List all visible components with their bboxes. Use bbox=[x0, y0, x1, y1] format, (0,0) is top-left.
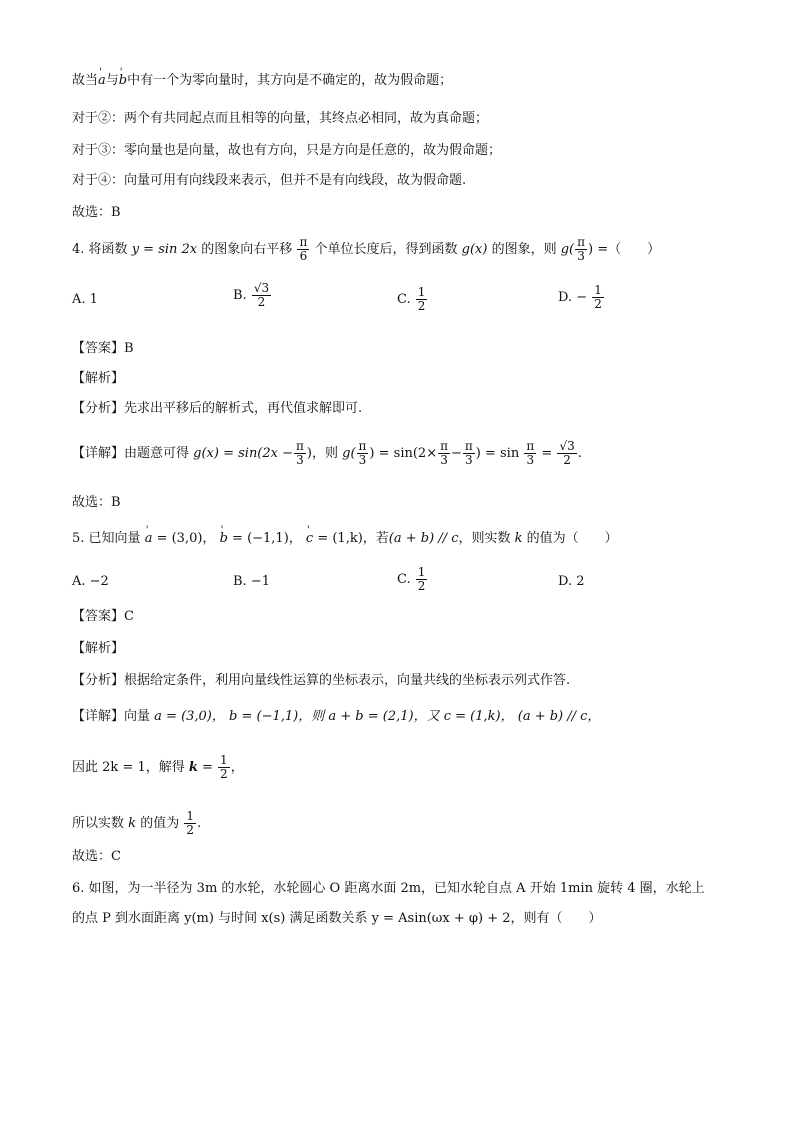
text-seg: 个单位长度后，得到函数 bbox=[314, 242, 458, 257]
num: √3 bbox=[253, 281, 270, 295]
sign: − bbox=[576, 290, 588, 305]
text-seg: 的值为 bbox=[140, 816, 180, 831]
q4-stem bbox=[72, 236, 660, 263]
den: 3 bbox=[465, 453, 473, 467]
q5-choose: 故选：C bbox=[72, 849, 121, 864]
text-seg: = (1,k)，若 bbox=[313, 531, 389, 546]
q5-option-c bbox=[397, 566, 428, 593]
q5-fenxi: 【分析】根据给定条件，利用向量线性运算的坐标表示，向量共线的坐标表示列式作答. bbox=[72, 673, 571, 688]
text-line-4: 对于④：向量可用有向线段来表示，但并不是有向线段，故为假命题. bbox=[72, 173, 467, 188]
fraction bbox=[557, 440, 576, 467]
den: 2 bbox=[220, 767, 228, 781]
q5-option-d: D. 2 bbox=[558, 574, 585, 589]
math: a + b = (2,1)，又 bbox=[328, 709, 440, 724]
text-seg: = (3,0)， bbox=[152, 531, 216, 546]
math: c = (1,k)， bbox=[443, 709, 514, 724]
q5-solve bbox=[72, 754, 244, 781]
math: ) = sin(2× bbox=[369, 446, 438, 461]
math-k: k bbox=[514, 531, 523, 546]
vector-b: ' b bbox=[119, 73, 127, 88]
text-seg: ，则实数 bbox=[458, 531, 511, 546]
math-func: y = sin 2x bbox=[131, 242, 198, 257]
num: π bbox=[296, 439, 304, 453]
q5-option-b: B. −1 bbox=[233, 574, 270, 589]
den: 6 bbox=[299, 249, 308, 263]
text-seg: 中有一个为零向量时，其方向是不确定的，故为假命题； bbox=[127, 73, 453, 88]
den: 2 bbox=[417, 299, 426, 313]
num: π bbox=[358, 439, 367, 453]
num: 1 bbox=[220, 753, 228, 767]
text-line-3: 对于③：零向量也是向量，故也有方向，只是方向是任意的，故为假命题； bbox=[72, 143, 502, 158]
den: 3 bbox=[577, 249, 585, 263]
num: π bbox=[577, 235, 586, 249]
num: 1 bbox=[594, 283, 602, 297]
q5-final bbox=[72, 810, 201, 837]
fraction bbox=[592, 284, 604, 311]
den: 3 bbox=[440, 453, 448, 467]
fraction bbox=[463, 440, 475, 467]
vector-a: ' a bbox=[98, 73, 106, 88]
q5-answer: 【答案】C bbox=[72, 609, 134, 624]
fraction bbox=[357, 440, 369, 467]
math: b = (−1,1)，则 bbox=[229, 709, 325, 724]
vector-a: ' a bbox=[145, 531, 153, 546]
q5-stem bbox=[72, 530, 618, 548]
fraction-pi-3 bbox=[575, 236, 587, 263]
text-seg: = (−1,1)， bbox=[227, 531, 302, 546]
fraction bbox=[252, 282, 271, 309]
fraction bbox=[416, 286, 428, 313]
math: − bbox=[450, 446, 462, 461]
q4-option-d bbox=[558, 284, 605, 311]
text-seg: = bbox=[197, 760, 218, 775]
num: π bbox=[440, 439, 448, 453]
label: C. bbox=[397, 572, 411, 587]
text-line-1 bbox=[72, 72, 452, 90]
q4-detail bbox=[72, 440, 582, 467]
den: 2 bbox=[257, 295, 266, 309]
fraction bbox=[524, 440, 536, 467]
num: 1 bbox=[417, 285, 426, 299]
text-seg: . bbox=[577, 446, 582, 461]
math-g: g( bbox=[560, 242, 575, 257]
q4-choose: 故选：B bbox=[72, 495, 121, 510]
math: (a + b) // c bbox=[388, 531, 459, 546]
num: π bbox=[526, 439, 535, 453]
label: B. bbox=[233, 288, 247, 303]
text-seg: 因此 2k = 1，解得 bbox=[72, 760, 185, 775]
text-seg: ) =（ ） bbox=[588, 242, 661, 257]
q6-line-2: 的点 P 到水面距离 y(m) 与时间 x(s) 满足函数关系 y = Asin(ωx + φ) + 2，则有（ ） bbox=[72, 911, 602, 926]
vector-c: ' c bbox=[306, 531, 313, 546]
den: 3 bbox=[296, 453, 304, 467]
math: = bbox=[541, 446, 553, 461]
text-seg: )，则 bbox=[306, 446, 338, 461]
text-seg: 5. 已知向量 bbox=[72, 531, 141, 546]
math: ) = sin bbox=[475, 446, 520, 461]
math: (a + b) // c， bbox=[517, 709, 601, 724]
q4-option-c bbox=[397, 286, 428, 313]
num: π bbox=[299, 235, 308, 249]
q4-analysis-heading: 【解析】 bbox=[72, 371, 125, 386]
math: g( bbox=[342, 446, 356, 461]
q4-fenxi: 【分析】先求出平移后的解析式，再代值求解即可. bbox=[72, 401, 363, 416]
text-seg: 的值为（ ） bbox=[526, 531, 618, 546]
text-seg: 【详解】由题意可得 bbox=[72, 446, 190, 461]
num: π bbox=[464, 439, 473, 453]
q4-answer: 【答案】B bbox=[72, 341, 134, 356]
q4-option-b bbox=[233, 282, 272, 309]
vector-b: ' b bbox=[220, 531, 228, 546]
text-seg: 【详解】向量 bbox=[72, 709, 151, 724]
fraction bbox=[438, 440, 450, 467]
den: 2 bbox=[186, 823, 194, 837]
math: g(x) = sin(2x − bbox=[193, 446, 294, 461]
math-k: k bbox=[188, 760, 198, 775]
den: 2 bbox=[594, 297, 602, 311]
den: 2 bbox=[417, 579, 426, 593]
text-line-2: 对于②：两个有共同起点而且相等的向量，其终点必相同，故为真命题； bbox=[72, 111, 489, 126]
text-seg: 的图象，则 bbox=[491, 242, 557, 257]
den: 2 bbox=[563, 453, 571, 467]
q4-option-a: A. 1 bbox=[72, 292, 98, 307]
text-seg: 故当 bbox=[72, 73, 99, 88]
den: 3 bbox=[358, 453, 367, 467]
fraction-shift bbox=[297, 236, 309, 263]
q6-line-1: 6. 如图，为一半径为 3m 的水轮，水轮圆心 O 距离水面 2m，已知水轮自点 A 开始 1min 旋转 4 圈，水轮上 bbox=[72, 881, 705, 896]
fraction bbox=[218, 754, 230, 781]
math-gx: g(x) bbox=[461, 242, 488, 257]
text-seg: . bbox=[196, 816, 202, 831]
fraction bbox=[416, 566, 428, 593]
q5-detail bbox=[72, 708, 600, 726]
num: 1 bbox=[186, 809, 194, 823]
math-k: k bbox=[128, 816, 137, 831]
text-seg: 4. 将函数 bbox=[72, 242, 128, 257]
q5-analysis-heading: 【解析】 bbox=[72, 641, 125, 656]
choose-line-q3: 故选：B bbox=[72, 205, 121, 220]
fraction bbox=[294, 440, 306, 467]
fraction bbox=[184, 810, 196, 837]
text-seg: ， bbox=[230, 760, 244, 775]
text-seg: 的图象向右平移 bbox=[201, 242, 293, 257]
den: 3 bbox=[526, 453, 535, 467]
math: a = (3,0)， bbox=[154, 709, 225, 724]
text-seg: 与 bbox=[105, 73, 119, 88]
q5-option-a: A. −2 bbox=[72, 574, 109, 589]
num: 1 bbox=[417, 565, 426, 579]
label: D. bbox=[558, 290, 573, 305]
text-seg: 所以实数 bbox=[72, 816, 125, 831]
label: C. bbox=[397, 292, 411, 307]
num: √3 bbox=[559, 439, 575, 453]
